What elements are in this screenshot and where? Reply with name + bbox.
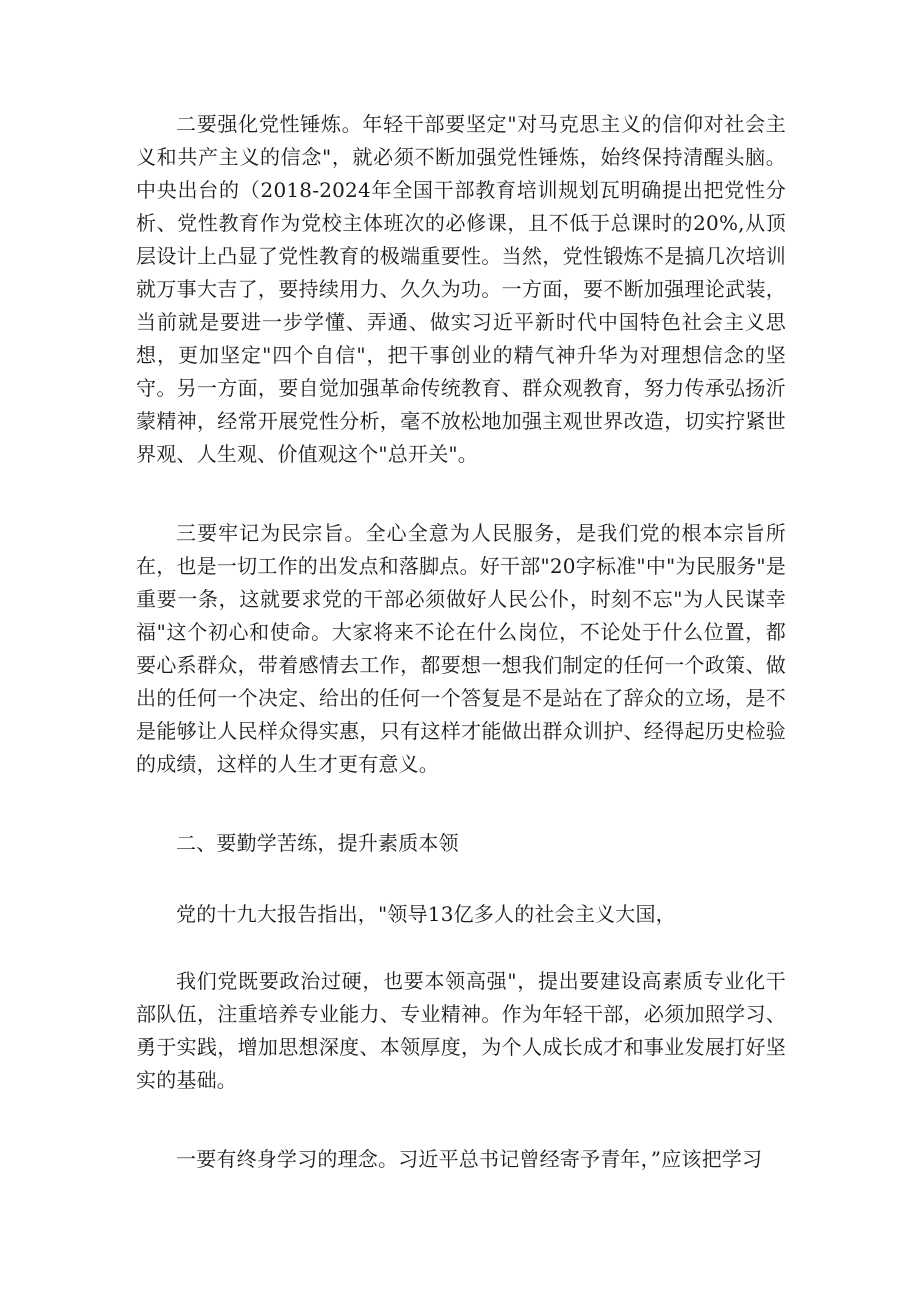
paragraph-lifelong-learning: 一要有终身学习的理念。习近平总书记曾经寄予青年，”应该把学习	[176, 1147, 763, 1171]
paragraph-report-quote: 党的十九大报告指出，"领导13亿多人的社会主义大国，	[176, 902, 676, 926]
section-heading-study: 二、要勤学苦练，提升素质本领	[176, 831, 459, 855]
paragraph-professional-team: 我们党既要政治过硬，也要本领高强"，提出要建设高素质专业化干部队伍，注重培养专业能力、专业精神。作为年轻干部，必须加照学习、勇于实践，增加思想深度、本领厚度，为个人成长成才和事业发展打好坚实的基础。	[136, 969, 786, 1092]
paragraph-party-spirit: 二要强化党性锤炼。年轻干部要坚定"对马克思主义的信仰对社会主义和共产主义的信念"，就必须不断加强党性锤炼，始终保持清醒头脑。中央出台的（2018-2024年全国干部教育培训规划瓦明确提出把党性分析、党性教育作为党校主体班次的必修课，且不低于总课时的20%,从顶层设计上凸显了党性教育的极端重要性。当然，党性锻炼不是搞几次培训就万事大吉了，要持续用力、久久为功。一方面，要不断加强理论武装，当前就是要进一步学懂、弄通、做实习近平新时代中国特色社会主义思想，更加坚定"四个自信"，把干事创业的精气神升华为对理想信念的坚守。另一方面，要自觉加强革命传统教育、群众观教育，努力传承弘扬沂蒙精神，经常开展党性分析，毫不放松地加强主观世界改造，切实拧紧世界观、人生观、价值观这个"总开关"。	[136, 112, 786, 466]
document-body	[136, 108, 786, 1176]
paragraph-serve-people: 三要牢记为民宗旨。全心全意为人民服务，是我们党的根本宗旨所在，也是一切工作的出发点和落脚点。好干部"20字标准"中"为民服务"是重要一条，这就要求党的干部必须做好人民公仆，时刻不忘"为人民谋幸福"这个初心和使命。大家将来不论在什么岗位，不论处于什么位置，都要心系群众，带着感情去工作，都要想一想我们制定的任何一个政策、做出的任何一个决定、给出的任何一个答复是不是站在了辞众的立场，是不是能够让人民样众得实惠，只有这样才能做出群众训护、经得起历史检验的成绩，这样的人生才更有意义。	[136, 521, 786, 776]
